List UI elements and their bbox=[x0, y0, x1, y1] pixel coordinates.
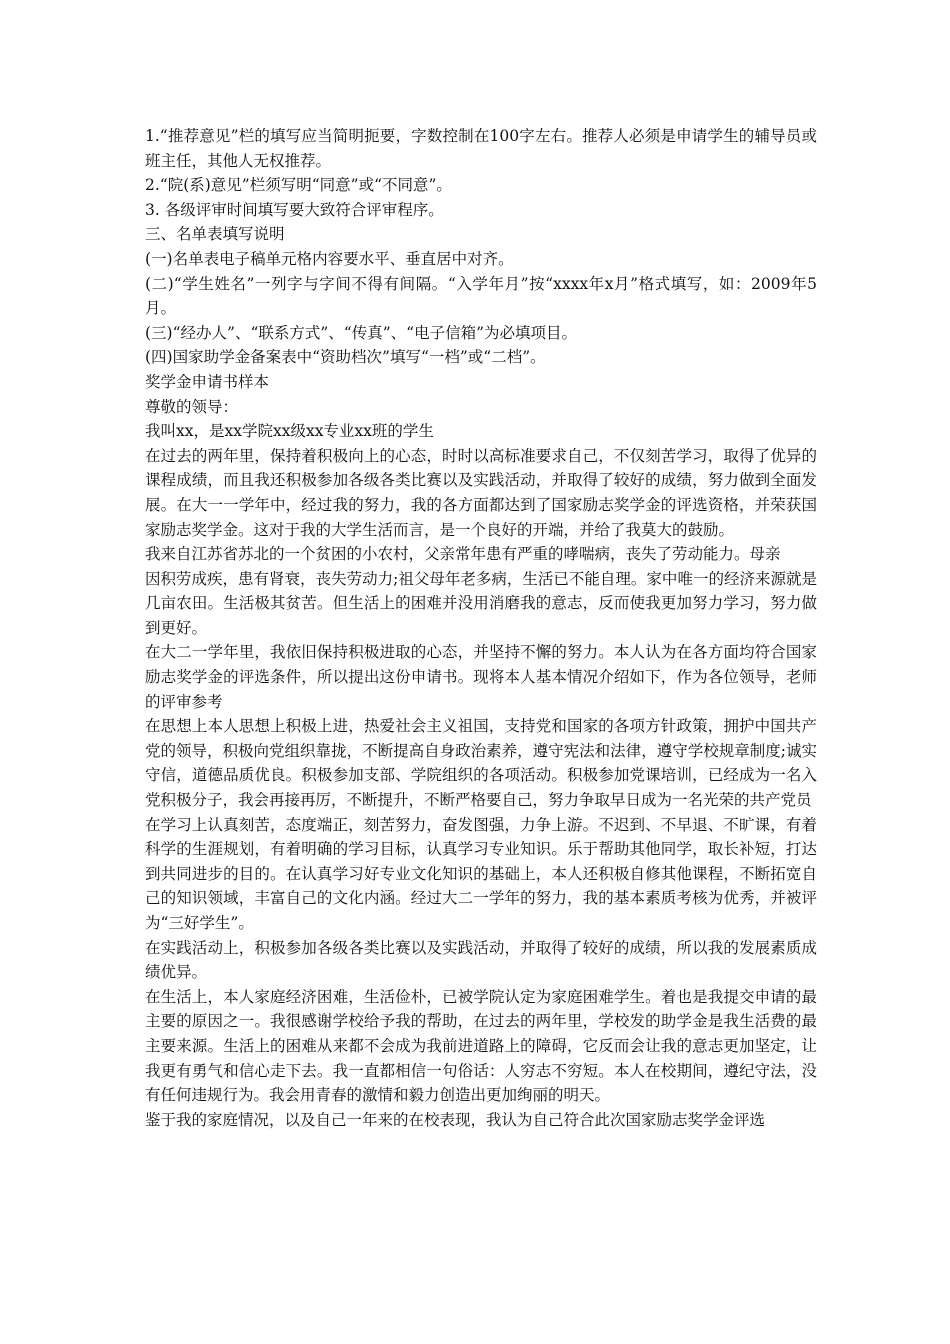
paragraph: 鉴于我的家庭情况，以及自己一年来的在校表现，我认为自己符合此次国家励志奖学金评选 bbox=[145, 1110, 766, 1129]
paragraph: (二)“学生姓名”一列字与字间不得有间隔。“入学年月”按“xxxx年x月”格式填写，如：2009年5月。 bbox=[145, 274, 817, 318]
salutation: 尊敬的领导： bbox=[145, 397, 239, 416]
paragraph: (三)“经办人”、“联系方式”、“传真”、“电子信箱”为必填项目。 bbox=[145, 323, 577, 342]
paragraph: (一)名单表电子稿单元格内容要水平、垂直居中对齐。 bbox=[145, 249, 514, 268]
paragraph: 在思想上本人思想上积极上进，热爱社会主义祖国，支持党和国家的各项方针政策，拥护中国共产党的领导，积极向党组织靠拢，不断提高自身政治素养，遵守宪法和法律，遵守学校规章制度;诚实守信，道德品质优良。积极参加支部、学院组织的各项活动。积极参加党课培训，已经成为一名入党积极分子，我会再接再厉，不断提升，不断严格要自己，努力争取早日成为一名光荣的共产党员 bbox=[145, 717, 817, 810]
paragraph: 1.“推荐意见”栏的填写应当简明扼要，字数控制在100字左右。推荐人必须是申请学生的辅导员或班主任，其他人无权推荐。 bbox=[145, 127, 817, 170]
paragraph: 在大二一学年里，我依旧保持积极进取的心态，并坚持不懈的努力。本人认为在各方面均符合国家励志奖学金的评选条件，所以提出这份申请书。现将本人基本情况介绍如下，作为各位领导，老师的评审参考 bbox=[145, 643, 817, 711]
paragraph: 在过去的两年里，保持着积极向上的心态，时时以高标准要求自己，不仅刻苦学习，取得了优异的课程成绩，而且我还积极参加各级各类比赛以及实践活动，并取得了较好的成绩，努力做到全面发展。在大一一学年中，经过我的努力，我的各方面都达到了国家励志奖学金的评选资格，并荣获国家励志奖学金。这对于我的大学生活而言，是一个良好的开端，并给了我莫大的鼓励。 bbox=[145, 446, 817, 539]
section-heading: 三、名单表填写说明 bbox=[145, 225, 285, 244]
paragraph: 3. 各级评审时间填写要大致符合评审程序。 bbox=[145, 200, 444, 219]
paragraph: 在学习上认真刻苦，态度端正，刻苦努力，奋发图强，力争上游。不迟到、不早退、不旷课，有着科学的生涯规划，有着明确的学习目标，认真学习专业知识。乐于帮助其他同学，取长补短，打达到共同进步的目的。在认真学习好专业文化知识的基础上，本人还积极自修其他课程，不断拓宽自己的知识领域，丰富自己的文化内涵。经过大二一学年的努力，我的基本素质考核为优秀，并被评为“三好学生”。 bbox=[145, 815, 817, 932]
document-body bbox=[145, 124, 817, 1132]
sample-title: 奖学金申请书样本 bbox=[145, 372, 270, 391]
paragraph: 在实践活动上，积极参加各级各类比赛以及实践活动，并取得了较好的成绩，所以我的发展素质成绩优异。 bbox=[145, 938, 817, 982]
paragraph: 因积劳成疾，患有肾衰，丧失劳动力;祖父母年老多病，生活已不能自理。家中唯一的经济来源就是几亩农田。生活极其贫苦。但生活上的困难并没用消磨我的意志，反而使我更加努力学习，努力做到更好。 bbox=[145, 569, 817, 637]
paragraph: 我叫xx，是xx学院xx级xx专业xx班的学生 bbox=[145, 422, 434, 441]
paragraph: 在生活上，本人家庭经济困难，生活俭朴，已被学院认定为家庭困难学生。着也是我提交申请的最主要的原因之一。我很感谢学校给予我的帮助，在过去的两年里，学校发的助学金是我生活费的最主要来源。生活上的困难从来都不会成为我前进道路上的障碍，它反而会让我的意志更加坚定，让我更有勇气和信心走下去。我一直都相信一句俗话：人穷志不穷短。本人在校期间，遵纪守法，没有任何违规行为。我会用青春的激情和毅力创造出更加绚丽的明天。 bbox=[145, 987, 817, 1105]
paragraph: 我来自江苏省苏北的一个贫困的小农村，父亲常年患有严重的哮喘病，丧失了劳动能力。母亲 bbox=[145, 545, 781, 564]
paragraph: 2.“院(系)意见”栏须写明“同意”或“不同意”。 bbox=[145, 176, 452, 195]
paragraph: (四)国家助学金备案表中“资助档次”填写“一档”或“二档”。 bbox=[145, 348, 546, 367]
